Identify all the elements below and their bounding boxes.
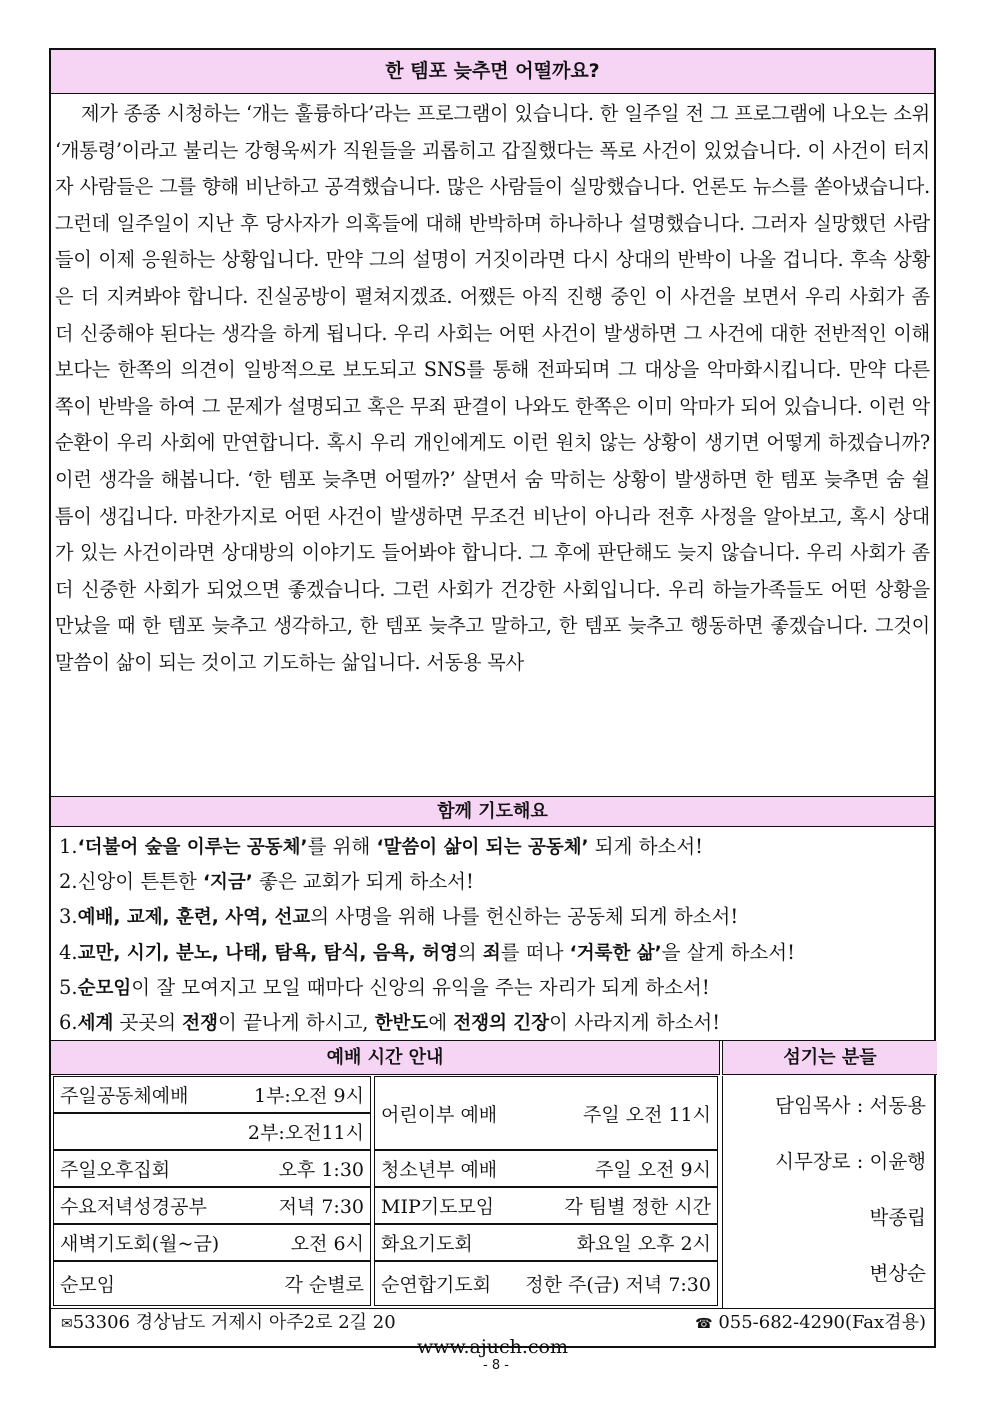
service-row	[374, 1261, 718, 1306]
service-name: 순연합기도회	[381, 1274, 492, 1296]
service-name: 화요기도회	[381, 1233, 473, 1255]
service-row	[53, 1261, 371, 1306]
service-time: 1부:오전 9시	[253, 1085, 364, 1107]
article-text: 제가 종종 시청하는 ‘개는 훌륭하다’라는 프로그램이 있습니다. 한 일주일 전 그 프로그램에 나오는 소위 ‘개통령’이라고 불리는 강형욱씨가 직원들을 괴롭히고 갑질했다는 폭로 사건이 있었습니다. 이 사건이 터지자 사람들은 그를 향해 비난하고 공격했습니다. 많은 사람들이 실망했습니다. 언론도 뉴스를 쏟아냈습니다. 그런데 일주일이 지난 후 당사자가 의혹들에 대해 반박하며 하나하나 설명했습니다. 그러자 실망했던 사람들이 이제 응원하는 상황입니다. 만약 그의 설명이 거짓이라면 다시 상대의 반박이 나올 겁니다. 후속 상황은 더 지켜봐야 합니다. 진실공방이 펼쳐지겠죠. 어쨌든 아직 진행 중인 이 사건을 보면서 우리 사회가 좀 더 신중해야 된다는 생각을 하게 됩니다. 우리 사회는 어떤 사건이 발생하면 그 사건에 대한 전반적인 이해보다는 한쪽의 의견이 일방적으로 보도되고 SNS를 통해 전파되며 그 대상을 악마화시킵니다. 만약 다른 쪽이 반박을 하여 그 문제가 설명되고 혹은 무죄 판결이 나와도 한쪽은 이미 악마가 되어 있습니다. 이런 악순환이 우리 사회에 만연합니다. 혹시 우리 개인에게도 이런 원치 않는 상황이 생기면 어떻게 하겠습니까? 이런 생각을 해봅니다. ‘한 템포 늦추면 어떨까?’ 살면서 숨 막히는 상황이 발생하면 한 템포 늦추면 숨 쉴 틈이 생깁니다. 마찬가지로 어떤 사건이 발생하면 무조건 비난이 아니라 전후 사정을 알아보고, 혹시 상대가 있는 사건이라면 상대방의 이야기도 들어봐야 합니다. 그 후에 판단해도 늦지 않습니다. 우리 사회가 좀 더 신중한 사회가 되었으면 좋겠습니다. 그런 사회가 건강한 사회입니다. 우리 하늘가족들도 어떤 상황을 만났을 때 한 템포 늦추고 생각하고, 한 템포 늦추고 말하고, 한 템포 늦추고 행동하면 좋겠습니다. 그것이 말씀이 삶이 되는 것이고 기도하는 삶입니다.	[55, 102, 930, 674]
service-row	[53, 1150, 371, 1187]
prayer-emphasis: ‘말씀이 삶이 되는 공동체’	[376, 837, 589, 858]
service-name: 새벽기도회(월~금)	[60, 1233, 220, 1255]
prayer-emphasis: ‘지금’	[203, 872, 253, 894]
mail-icon: ✉	[61, 1316, 73, 1332]
service-time: 2부:오전11시	[247, 1122, 364, 1144]
ministers-title: 섬기는 분들	[722, 1041, 937, 1075]
prayer-text: 1.	[59, 835, 78, 858]
minister-senior-pastor: 담임목사 : 서동용	[775, 1094, 926, 1117]
prayer-emphasis: 한반도	[374, 1013, 429, 1035]
service-name: 순모임	[60, 1274, 116, 1296]
phone	[695, 1309, 926, 1338]
service-row	[53, 1076, 371, 1113]
article-title: 한 템포 늦추면 어떨까요?	[51, 50, 934, 94]
prayer-text: 의	[457, 940, 483, 964]
bulletin-page	[49, 48, 936, 1358]
service-row	[374, 1076, 718, 1150]
prayer-item	[59, 865, 934, 900]
prayer-emphasis: 교만, 시기, 분노, 나태, 탐욕, 탐식, 음욕, 허영	[77, 942, 458, 964]
prayer-text: 을 살게 하소서!	[661, 940, 795, 964]
address	[61, 1309, 396, 1338]
service-time: 오전 6시	[290, 1233, 364, 1255]
prayer-text: 좋은 교회가 되게 하소서!	[252, 870, 474, 894]
prayer-text: 의 사명을 위해 나를 헌신하는 공동체 되게 하소서!	[310, 905, 739, 929]
prayer-text: 3.	[59, 905, 78, 929]
service-row	[374, 1187, 718, 1224]
ministers-list	[722, 1076, 936, 1308]
prayer-emphasis: 세계	[77, 1013, 114, 1035]
prayer-emphasis: 전쟁	[182, 1013, 219, 1035]
prayer-text: 에	[428, 1011, 454, 1035]
service-time: 화요일 오후 2시	[576, 1233, 711, 1255]
service-row	[374, 1224, 718, 1261]
prayer-item	[59, 1006, 934, 1041]
prayer-emphasis: 순모임	[77, 977, 132, 999]
prayer-item	[59, 830, 934, 865]
prayer-text: 곳곳의	[113, 1011, 183, 1035]
prayer-emphasis: 전쟁의 긴장	[453, 1013, 550, 1035]
minister-elder: 변상순	[869, 1262, 926, 1285]
service-name: 어린이부 예배	[381, 1103, 498, 1126]
service-time: 주일 오전 9시	[595, 1159, 711, 1181]
prayer-item	[59, 971, 934, 1006]
prayer-item	[59, 900, 934, 935]
address-text: 53306 경상남도 거제시 아주2로 2길 20	[72, 1312, 396, 1333]
prayer-text: 를 떠나	[500, 940, 570, 964]
service-name: MIP기도모임	[381, 1196, 495, 1218]
prayer-text: 6.	[59, 1011, 78, 1035]
service-name: 주일공동체예배	[60, 1085, 189, 1107]
service-times-title: 예배 시간 안내	[51, 1041, 720, 1075]
schedule-section	[51, 1041, 934, 1309]
prayer-emphasis: 죄	[482, 942, 501, 964]
prayer-text: 4.	[59, 940, 78, 964]
minister-elder: 박종립	[869, 1206, 926, 1229]
service-row	[374, 1150, 718, 1187]
service-time: 각 순별로	[284, 1274, 364, 1296]
prayer-text: 이 사라지게 하소서!	[549, 1011, 721, 1035]
service-time: 각 팀별 정한 시간	[564, 1196, 711, 1218]
article-body	[51, 94, 934, 797]
prayer-list	[51, 827, 934, 1041]
prayer-text: 이 잘 모여지고 모일 때마다 신앙의 유익을 주는 자리가 되게 하소서!	[131, 975, 710, 999]
prayer-emphasis: ‘더불어 숲을 이루는 공동체’	[77, 837, 308, 858]
service-time: 정한 주(금) 저녁 7:30	[525, 1274, 711, 1296]
prayer-item	[59, 936, 934, 971]
service-name: 수요저녁성경공부	[60, 1196, 207, 1218]
phone-text: 055-682-4290(Fax겸용)	[718, 1312, 926, 1333]
service-row	[53, 1113, 371, 1150]
service-row	[53, 1224, 371, 1261]
service-time: 저녁 7:30	[278, 1196, 364, 1218]
service-name: 청소년부 예배	[381, 1159, 498, 1181]
contact-line	[51, 1309, 934, 1336]
prayer-title: 함께 기도해요	[51, 797, 934, 827]
service-time: 주일 오전 11시	[582, 1103, 711, 1126]
prayer-text: 를 위해	[307, 835, 377, 858]
prayer-text: 2.신앙이 튼튼한	[59, 870, 204, 894]
prayer-text: 5.	[59, 975, 78, 999]
prayer-text: 되게 하소서!	[588, 835, 704, 858]
page-number: - 8 -	[483, 1358, 509, 1373]
service-row	[53, 1187, 371, 1224]
prayer-emphasis: 예배, 교제, 훈련, 사역, 선교	[77, 907, 311, 929]
service-time: 오후 1:30	[278, 1159, 364, 1181]
website-link[interactable]: www.ajuch.com	[416, 1336, 569, 1358]
minister-elder: 시무장로 : 이윤행	[775, 1150, 926, 1173]
telephone-icon: ☎	[695, 1316, 713, 1332]
prayer-emphasis: ‘거룩한 삶’	[569, 942, 662, 964]
service-name: 주일오후집회	[60, 1159, 171, 1181]
article-signature: 서동용 목사	[426, 650, 524, 674]
prayer-text: 이 끝나게 하시고,	[218, 1011, 375, 1035]
